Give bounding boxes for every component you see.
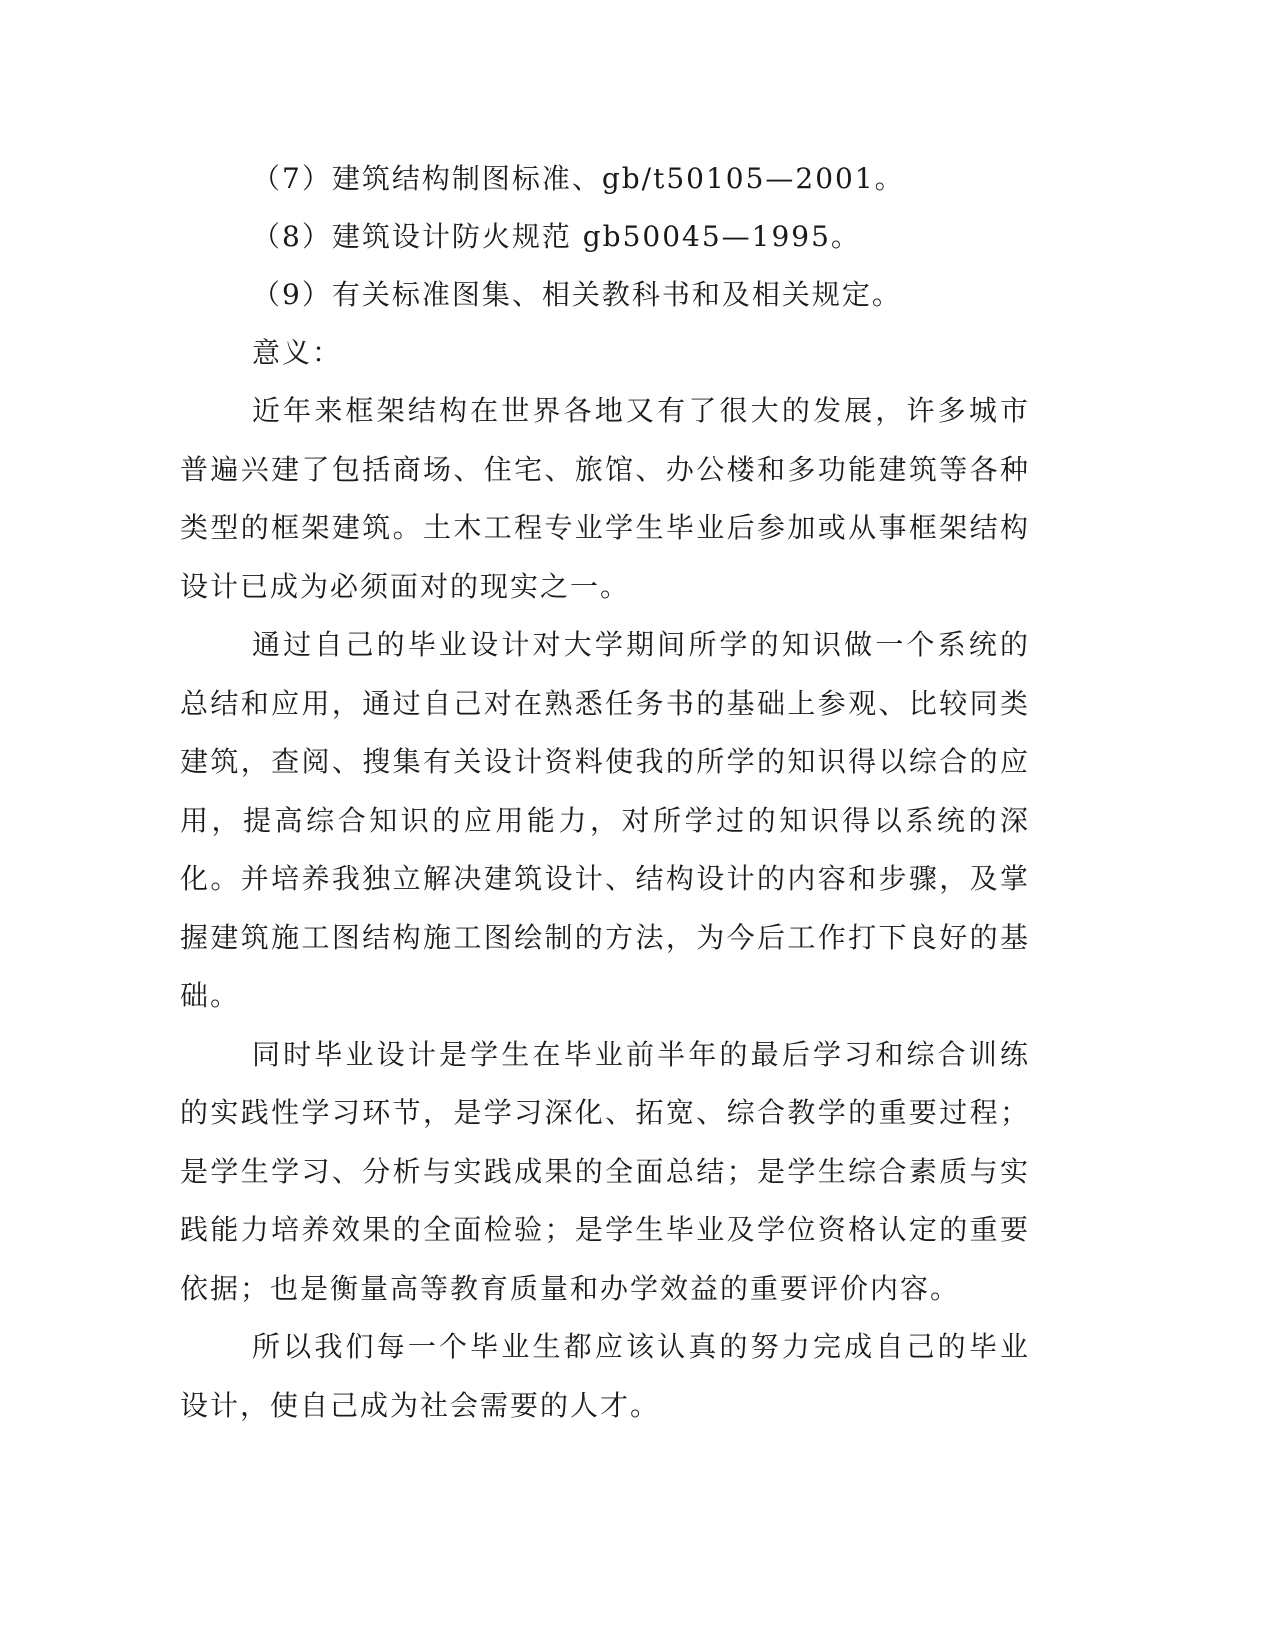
section-heading: 意义：	[252, 336, 343, 369]
reference-item: （7）建筑结构制图标准、gb/t50105—2001。	[252, 162, 905, 195]
paragraph: 同时毕业设计是学生在毕业前半年的最后学习和综合训练的实践性学习环节，是学习深化、拓宽、综合教学的重要过程；是学生学习、分析与实践成果的全面总结；是学生综合素质与实践能力培养效果的全面检验；是学生毕业及学位资格认定的重要依据；也是衡量高等教育质量和办学效益的重要评价内容。	[180, 1037, 1030, 1305]
paragraph: 通过自己的毕业设计对大学期间所学的知识做一个系统的总结和应用，通过自己对在熟悉任务书的基础上参观、比较同类建筑，查阅、搜集有关设计资料使我的所学的知识得以综合的应用，提高综合知识的应用能力，对所学过的知识得以系统的深化。并培养我独立解决建筑设计、结构设计的内容和步骤，及掌握建筑施工图结构施工图绘制的方法，为今后工作打下良好的基础。	[180, 628, 1030, 1012]
reference-item: （9）有关标准图集、相关教科书和及相关规定。	[252, 278, 902, 311]
paragraph: 所以我们每一个毕业生都应该认真的努力完成自己的毕业设计，使自己成为社会需要的人才。	[180, 1330, 1030, 1422]
paragraph: 近年来框架结构在世界各地又有了很大的发展，许多城市普遍兴建了包括商场、住宅、旅馆、办公楼和多功能建筑等各种类型的框架建筑。土木工程专业学生毕业后参加或从事框架结构设计已成为必须面对的现实之一。	[180, 394, 1030, 603]
document-body	[180, 150, 1030, 1435]
reference-item: （8）建筑设计防火规范 gb50045—1995。	[252, 220, 861, 253]
